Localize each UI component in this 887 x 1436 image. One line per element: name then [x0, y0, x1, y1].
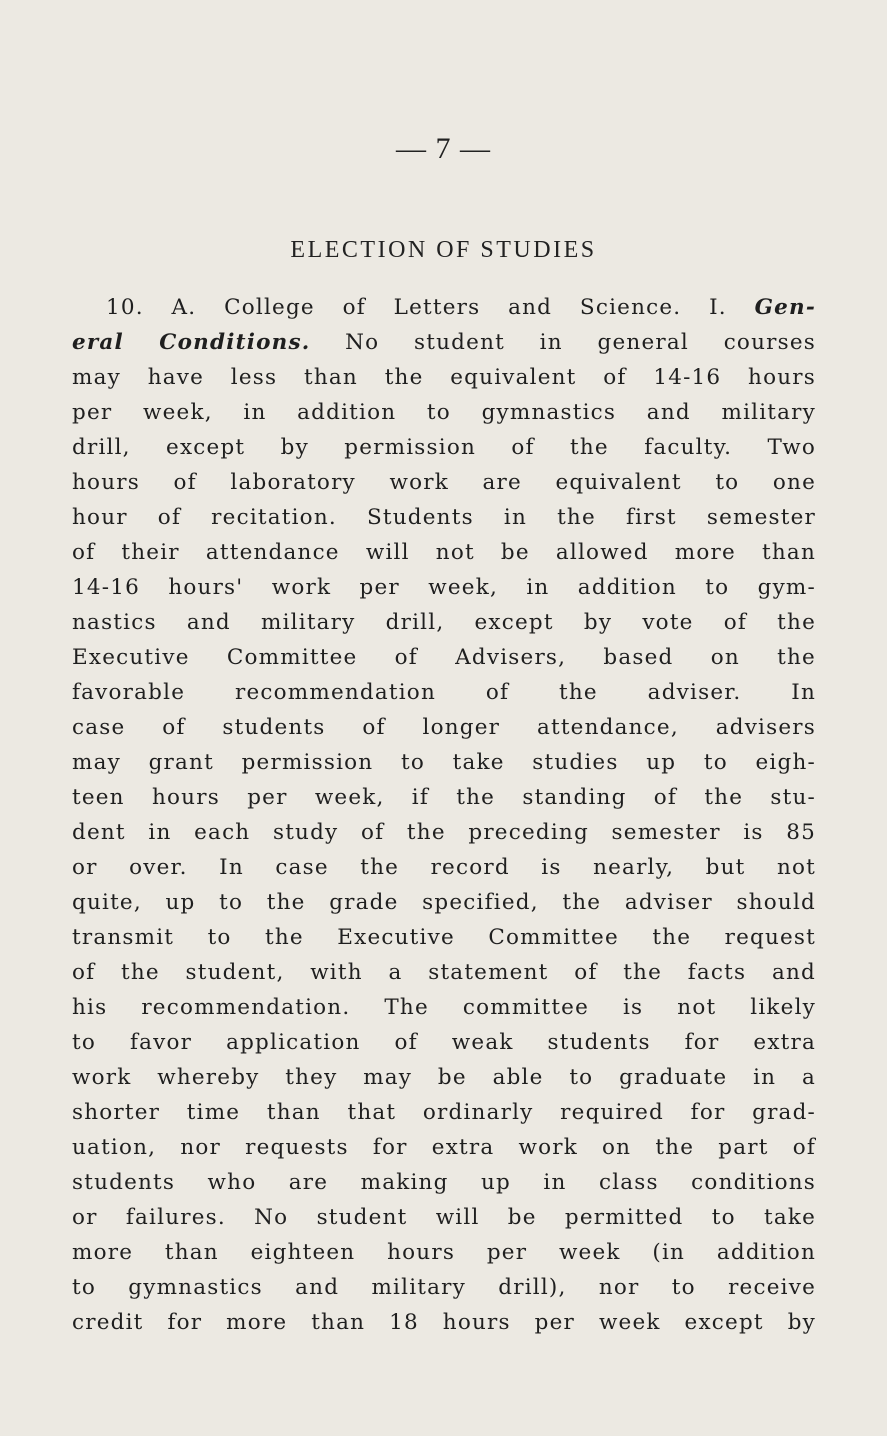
paragraph-line: teen hours per week, if the standing of the stu-	[72, 785, 816, 810]
paragraph-line: may grant permission to take studies up to eigh-	[72, 750, 816, 775]
paragraph-line: dent in each study of the preceding semester is 85	[72, 820, 816, 845]
paragraph-line: of the student, with a statement of the facts and	[72, 960, 816, 985]
paragraph-line: work whereby they may be able to graduate in a	[72, 1065, 816, 1090]
paragraph-line: hour of recitation. Students in the first semester	[72, 505, 816, 530]
paragraph-line: credit for more than 18 hours per week except by	[72, 1310, 816, 1335]
line-text: 10. A. College of Letters and Science. I.	[106, 295, 727, 320]
paragraph-line	[72, 325, 816, 360]
paragraph-line	[72, 290, 816, 325]
paragraph-line: 14-16 hours' work per week, in addition to gym-	[72, 575, 816, 600]
paragraph-line: case of students of longer attendance, advisers	[72, 715, 816, 740]
line-text: No student in general courses	[345, 330, 816, 355]
paragraph-line: more than eighteen hours per week (in addition	[72, 1240, 816, 1265]
paragraph-line: or failures. No student will be permitted to take	[72, 1205, 816, 1230]
paragraph-line: uation, nor requests for extra work on the part of	[72, 1135, 816, 1160]
paragraph-line: his recommendation. The committee is not likely	[72, 995, 816, 1020]
paragraph-line: favorable recommendation of the adviser. In	[72, 680, 816, 705]
paragraph-line: to gymnastics and military drill), nor to receive	[72, 1275, 816, 1300]
paragraph-line: quite, up to the grade specified, the adviser should	[72, 890, 816, 915]
italic-subheading: Gen-	[754, 295, 816, 320]
paragraph-line: Executive Committee of Advisers, based on the	[72, 645, 816, 670]
paragraph-line: of their attendance will not be allowed more than	[72, 540, 816, 565]
paragraph-line: transmit to the Executive Committee the request	[72, 925, 816, 950]
paragraph-line: shorter time than that ordinarly required for grad-	[72, 1100, 816, 1125]
paragraph-line: may have less than the equivalent of 14-16 hours	[72, 365, 816, 390]
page-number: — 7 —	[396, 132, 491, 165]
body-paragraph	[72, 290, 816, 1340]
paragraph-line: students who are making up in class conditions	[72, 1170, 816, 1195]
paragraph-line: drill, except by permission of the faculty. Two	[72, 435, 816, 460]
italic-subheading: eral Conditions.	[72, 330, 311, 355]
paragraph-line: or over. In case the record is nearly, but not	[72, 855, 816, 880]
paragraph-line: nastics and military drill, except by vote of the	[72, 610, 816, 635]
paragraph-line: to favor application of weak students for extra	[72, 1030, 816, 1055]
paragraph-line: hours of laboratory work are equivalent to one	[72, 470, 816, 495]
section-heading: ELECTION OF STUDIES	[290, 237, 597, 263]
paragraph-line: per week, in addition to gymnastics and military	[72, 400, 816, 425]
